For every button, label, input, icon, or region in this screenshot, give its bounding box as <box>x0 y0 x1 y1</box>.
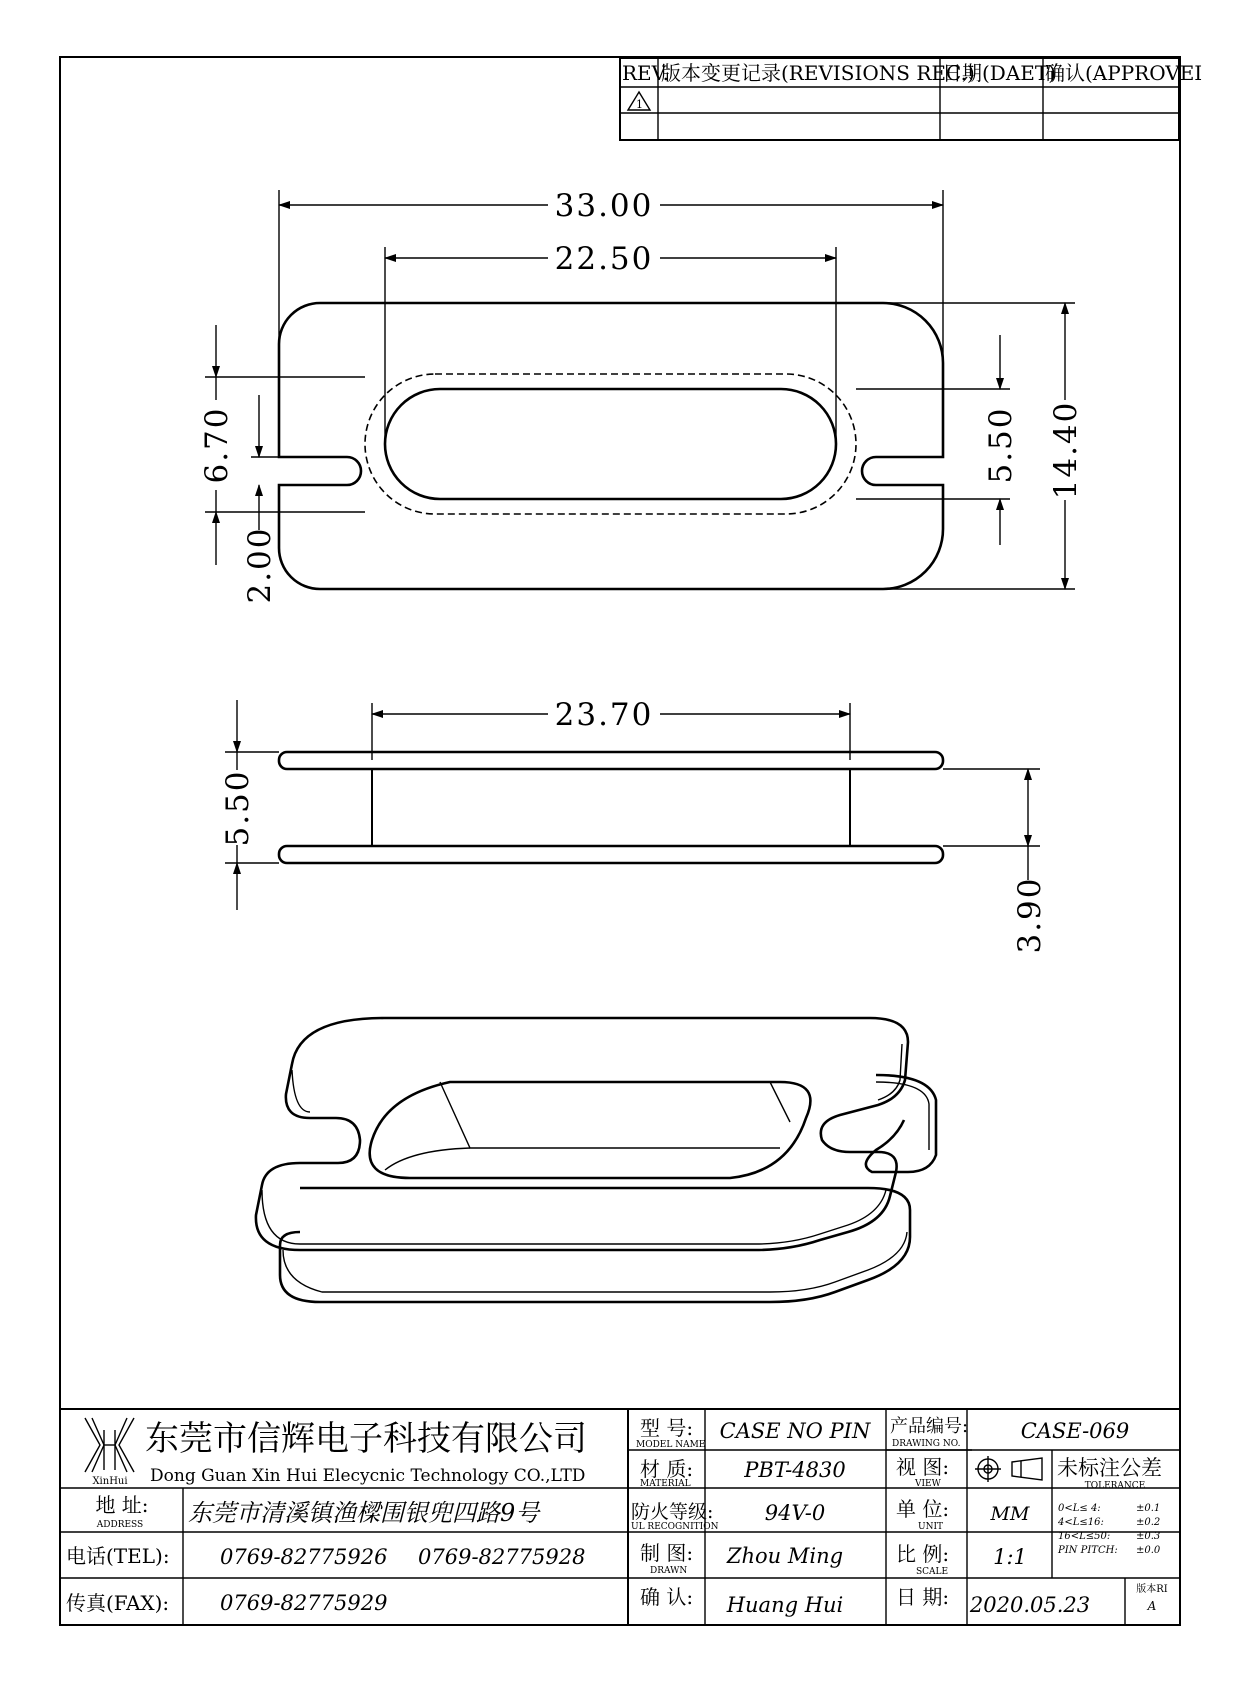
drawing-no-label: 产品编号: <box>890 1416 969 1437</box>
bottom-flange <box>279 846 943 863</box>
date-header: 日期(DAET) <box>942 61 1057 85</box>
logo-text: XinHui <box>92 1476 128 1487</box>
tolerance-label: 未标注公差 <box>1057 1456 1162 1480</box>
top-view-outline <box>279 303 943 589</box>
tolerance-value-4: ±0.0 <box>1136 1545 1161 1556</box>
address-value: 东莞市清溪镇渔樑围银兜四路9号 <box>188 1499 540 1527</box>
dim-inner-length: 23.70 <box>554 697 654 733</box>
ul-label-en: UL RECOGNITION <box>631 1522 719 1532</box>
dim-overall-width: 14.40 <box>1048 400 1084 500</box>
tolerance-range-4: PIN PITCH: <box>1058 1545 1118 1556</box>
drawing-no-value: CASE-069 <box>1020 1419 1130 1443</box>
tolerance-range-1: 0<L≤ 4: <box>1058 1503 1101 1514</box>
ul-value: 94V-0 <box>764 1501 826 1525</box>
tel-1: 0769-82775926 <box>220 1545 388 1569</box>
drawn-label-en: DRAWN <box>650 1566 688 1576</box>
address-label-en: ADDRESS <box>96 1520 144 1530</box>
scale-label: 比 例: <box>896 1542 950 1566</box>
side-view <box>220 697 1048 954</box>
model-value: CASE NO PIN <box>719 1419 871 1443</box>
revision-triangle-icon <box>628 92 650 111</box>
unit-label: 单 位: <box>896 1497 950 1521</box>
scale-label-en: SCALE <box>916 1567 949 1577</box>
projection-symbol-icon <box>975 1456 1042 1482</box>
unit-label-en: UNIT <box>918 1522 944 1532</box>
dim-window-width: 5.50 <box>983 406 1019 484</box>
revision-table <box>620 58 1202 140</box>
unit-value: MM <box>990 1503 1030 1525</box>
date-label: 日 期: <box>896 1585 950 1609</box>
tolerance-value-3: ±0.3 <box>1136 1531 1161 1542</box>
window-dashed-outline <box>365 374 856 514</box>
tolerance-range-2: 4<L≤16: <box>1058 1517 1104 1528</box>
title-block <box>60 1409 1180 1625</box>
tolerance-list <box>1057 1503 1161 1556</box>
view-label-en: VIEW <box>915 1479 941 1489</box>
address-label: 地 址: <box>95 1493 149 1517</box>
view-label: 视 图: <box>896 1455 950 1479</box>
rev-header: REV. <box>622 61 669 85</box>
top-flange <box>279 752 943 769</box>
material-label: 材 质: <box>640 1457 694 1481</box>
approved-value: Huang Hui <box>726 1593 844 1617</box>
xinhui-logo-icon <box>85 1418 134 1472</box>
tolerance-label-en: TOLERANCE <box>1084 1481 1146 1491</box>
dim-flange-gap: 3.90 <box>1012 876 1048 954</box>
tolerance-value-1: ±0.1 <box>1136 1503 1161 1514</box>
dim-slot-spacing: 6.70 <box>199 406 235 484</box>
tolerance-range-3: 16<L≤50: <box>1058 1531 1111 1542</box>
tel-2: 0769-82775928 <box>418 1545 586 1569</box>
fax-value: 0769-82775929 <box>220 1591 388 1615</box>
drawn-label: 制 图: <box>640 1541 694 1565</box>
isometric-view <box>256 1018 936 1302</box>
material-value: PBT-4830 <box>744 1458 846 1482</box>
material-label-en: MATERIAL <box>640 1479 691 1489</box>
model-label: 型 号: <box>640 1416 694 1440</box>
top-view <box>199 188 1084 604</box>
approve-header: 确认(APPROVEI <box>1045 61 1203 85</box>
approved-label: 确 认: <box>640 1585 694 1609</box>
tel-label: 电话(TEL): <box>66 1544 170 1568</box>
dim-flange-offset: 2.00 <box>242 526 278 604</box>
dim-window-length: 22.50 <box>554 241 654 277</box>
scale-value: 1:1 <box>993 1545 1027 1569</box>
dim-overall-height: 5.50 <box>220 769 256 847</box>
company-name-en: Dong Guan Xin Hui Elecycnic Technology CO.,LTD <box>150 1466 586 1486</box>
date-value: 2020.05.23 <box>969 1593 1091 1617</box>
ul-label: 防火等级: <box>631 1501 714 1523</box>
drawn-value: Zhou Ming <box>726 1544 844 1568</box>
dim-overall-length: 33.00 <box>554 188 654 224</box>
svg-text:1: 1 <box>636 98 643 111</box>
revisions-header: 版本变更记录(REVISIONS REC.) <box>661 61 975 85</box>
version-value: A <box>1147 1599 1157 1613</box>
model-label-en: MODEL NAME <box>636 1440 706 1450</box>
fax-label: 传真(FAX): <box>66 1591 170 1615</box>
tolerance-value-2: ±0.2 <box>1136 1517 1161 1528</box>
window-opening <box>385 389 836 499</box>
version-label: 版本RI <box>1136 1584 1168 1595</box>
company-name-cn: 东莞市信辉电子科技有限公司 <box>145 1419 587 1459</box>
drawing-no-label-en: DRAWING NO. <box>892 1439 961 1449</box>
